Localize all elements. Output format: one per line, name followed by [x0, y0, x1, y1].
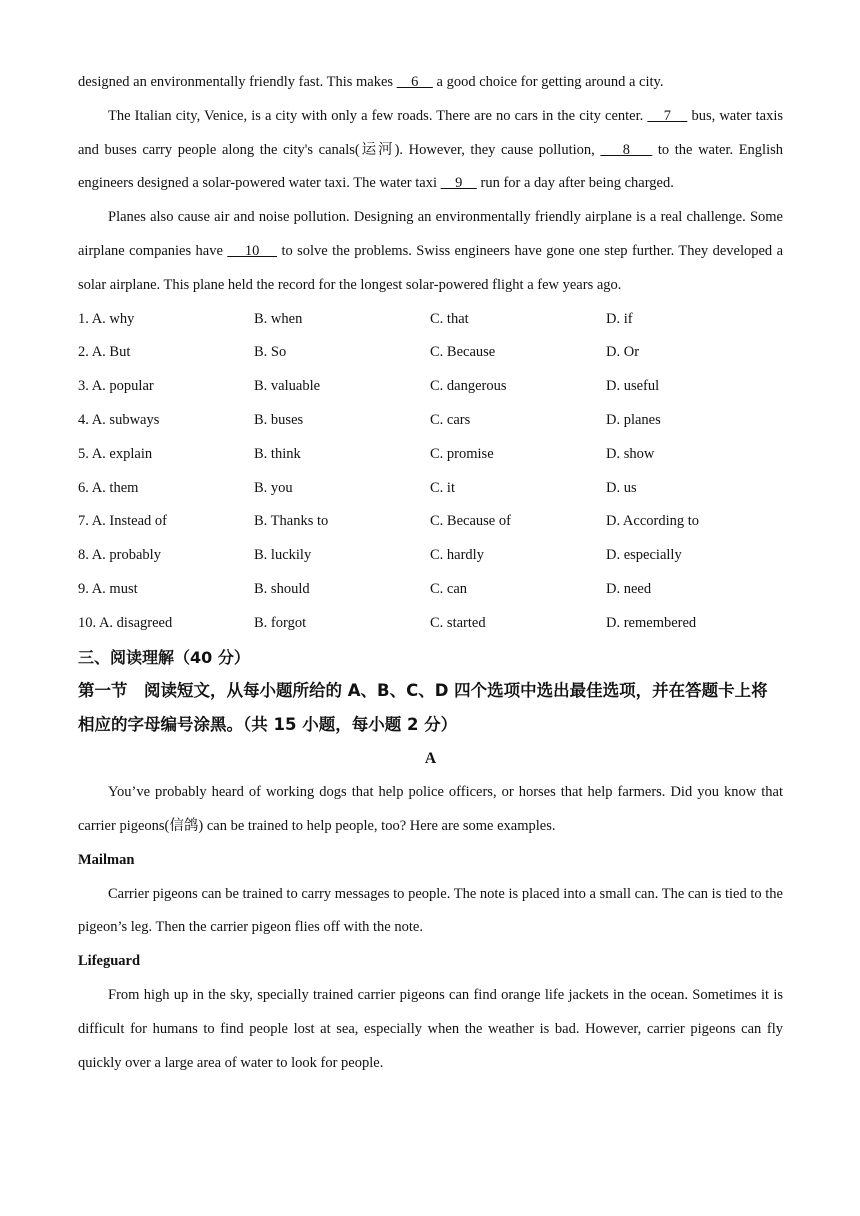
option-d: D. remembered — [606, 614, 697, 631]
option-b: B. when — [254, 310, 303, 327]
option-d: D. show — [606, 445, 655, 462]
blank-8: 8 — [600, 141, 653, 158]
option-c: C. it — [430, 479, 455, 496]
option-d: D. According to — [606, 513, 700, 530]
passage-intro: You’ve probably heard of working dogs that help police officers, or horses that help farmers. Did you know that carrier pigeons(信鸽) can be trained to help people, too? Here are some examples. — [78, 784, 783, 834]
options-table — [78, 303, 783, 641]
text: run for a day after being charged. — [476, 175, 674, 192]
option-row — [78, 404, 783, 438]
section-title: 三、阅读理解（40 分） — [78, 647, 250, 667]
subheading-lifeguard: Lifeguard — [78, 953, 141, 970]
option-d: D. useful — [606, 378, 660, 395]
option-d: D. Or — [606, 344, 640, 361]
option-d: D. if — [606, 310, 633, 327]
option-row — [78, 607, 783, 641]
option-c: C. dangerous — [430, 378, 507, 395]
option-a: 3. A. popular — [78, 378, 154, 395]
option-a: 6. A. them — [78, 479, 139, 496]
text: bus, water taxis and buses carry people along the city's canals(运河). However, they cause pollution, — [78, 107, 783, 158]
option-a: 8. A. probably — [78, 547, 161, 564]
option-c: C. promise — [430, 445, 494, 462]
text: to the water. English engineers designed a solar-powered water taxi. The water taxi — [78, 141, 783, 192]
document-page — [78, 66, 783, 1080]
option-row — [78, 438, 783, 472]
option-a: 9. A. must — [78, 580, 138, 597]
option-a: 2. A. But — [78, 344, 131, 361]
option-a: 4. A. subways — [78, 411, 160, 428]
option-row — [78, 370, 783, 404]
option-a: 7. A. Instead of — [78, 513, 167, 530]
paragraph-mailman: Carrier pigeons can be trained to carry messages to people. The note is placed into a small can. The can is tied to the pigeon’s leg. Then the carrier pigeon flies off with the note. — [78, 885, 783, 936]
option-b: B. luckily — [254, 547, 312, 564]
option-row — [78, 505, 783, 539]
paragraph-venice — [78, 100, 783, 201]
text: a good choice for getting around a city. — [432, 74, 664, 90]
blank-10: 10 — [227, 242, 278, 259]
text: designed an environmentally friendly fast. This makes — [78, 74, 397, 90]
option-d: D. us — [606, 479, 637, 496]
paragraph-planes — [78, 201, 783, 302]
paragraph-lifeguard: From high up in the sky, specially trained carrier pigeons can find orange life jackets in the ocean. Sometimes it is difficult for humans to find people lost at sea, especially when the weather is bad. However, carrier pigeons can fly quickly over a large area of water to look for people. — [78, 986, 783, 1071]
option-c: C. cars — [430, 411, 471, 428]
option-b: B. So — [254, 344, 287, 361]
option-row — [78, 303, 783, 337]
option-row — [78, 573, 783, 607]
text: Planes also cause air and noise pollution. Designing an environmentally friendly airplane is a real challenge. Some airplane companies have — [78, 209, 783, 259]
option-b: B. buses — [254, 411, 304, 428]
option-row — [78, 539, 783, 573]
blank-9: 9 — [440, 175, 477, 192]
option-c: C. Because — [430, 344, 496, 361]
option-c: C. started — [430, 614, 486, 631]
option-c: C. can — [430, 580, 468, 597]
passage-letter: A — [424, 750, 437, 768]
option-a: 5. A. explain — [78, 445, 153, 462]
blank-6: 6 — [396, 74, 433, 90]
option-d: D. planes — [606, 411, 661, 428]
option-d: D. need — [606, 580, 652, 597]
subheading-mailman: Mailman — [78, 851, 135, 868]
option-a: 10. A. disagreed — [78, 614, 173, 631]
option-b: B. think — [254, 445, 301, 462]
option-b: B. should — [254, 580, 310, 597]
section-instruction: 第一节 阅读短文，从每小题所给的 A、B、C、D 四个选项中选出最佳选项，并在答题卡上将相应的字母编号涂黑。（共 15 小题，每小题 2 分） — [78, 681, 768, 735]
option-b: B. Thanks to — [254, 513, 329, 530]
option-b: B. forgot — [254, 614, 307, 631]
option-c: C. Because of — [430, 513, 511, 530]
option-c: C. that — [430, 310, 469, 327]
option-d: D. especially — [606, 547, 682, 564]
option-b: B. valuable — [254, 378, 321, 395]
option-row — [78, 336, 783, 370]
option-a: 1. A. why — [78, 310, 135, 327]
text: to solve the problems. Swiss engineers have gone one step further. They developed a solar airplane. This plane held the record for the longest solar-powered flight a few years ago. — [78, 242, 784, 293]
text: The Italian city, Venice, is a city with only a few roads. There are no cars in the city center. — [108, 107, 648, 124]
option-b: B. you — [254, 479, 293, 496]
paragraph-continued — [78, 66, 783, 100]
blank-7: 7 — [647, 107, 688, 124]
option-c: C. hardly — [430, 547, 484, 564]
option-row — [78, 472, 783, 506]
